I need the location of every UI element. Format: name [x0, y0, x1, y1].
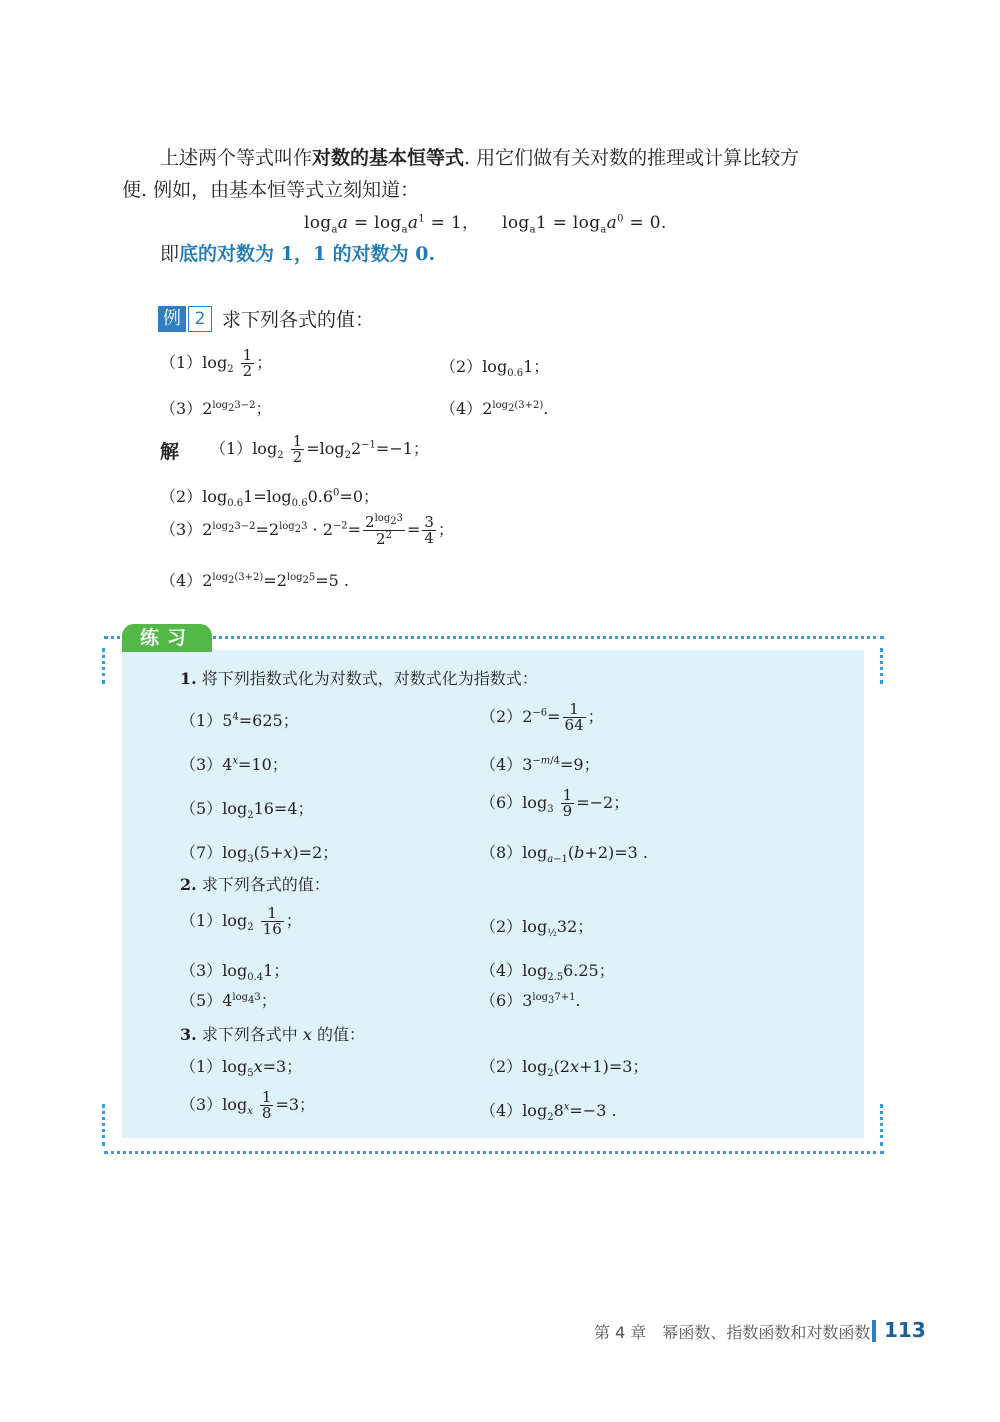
- variable-x: x: [302, 1025, 312, 1044]
- item-number: （1）: [160, 353, 203, 372]
- identity-formula: $\log_aa = \log_aa^1 = 1$， $\log_a1 = \log_aa^0 = 0$.: [304, 213, 667, 236]
- intro-line-1: [160, 142, 799, 174]
- question-number: 2.: [180, 875, 197, 894]
- item-number: （1）: [210, 439, 253, 458]
- item-number: （4）: [440, 399, 483, 418]
- item-number: （5）: [180, 991, 223, 1010]
- item-number: （3）: [160, 520, 203, 539]
- q2-item-5: $(5)4^{log_43}$；: [180, 991, 277, 1010]
- q1-item-7: $(7)\log_3(5+x)=2$；: [180, 843, 339, 866]
- q2-item-3: $(3)\log_{0.4}1$；: [180, 961, 290, 984]
- q3-item-3: $(3)\log_x$ $\frac{1}{8}$ =3；: [180, 1088, 316, 1122]
- q1-item-8: $(8)\log_{a-1}(b+2)=3$ .: [480, 843, 648, 866]
- fraction: $\frac{1}{2}$: [292, 432, 303, 466]
- item-number: （4）: [160, 571, 203, 590]
- item-number: （2）: [480, 917, 523, 936]
- item-number: （6）: [480, 991, 523, 1010]
- item-number: （3）: [180, 961, 223, 980]
- example-item-1: $(1)\log_2$ $\frac{1}{2}$ ；: [160, 346, 273, 380]
- example-item-4: $(4)2^{log_2(3+2)}$.: [440, 399, 549, 418]
- intro-conclusion: [160, 238, 435, 270]
- practice-tab: 练习: [122, 624, 212, 652]
- frame-left-bottom: [102, 1104, 105, 1146]
- q1-item-5: $(5)\log_216=4$；: [180, 799, 314, 822]
- item-number: （2）: [160, 487, 203, 506]
- fraction: $\frac{1}{16}$: [262, 904, 282, 938]
- q2-item-4: $(4)\log_{2.5}6.25$；: [480, 961, 615, 984]
- question-text: 求下列各式的值：: [201, 875, 330, 894]
- fraction: $\frac{1}{64}$: [564, 700, 584, 734]
- q1-item-3: $(3)4^x=10$；: [180, 755, 288, 774]
- item-number: （1）: [180, 911, 223, 930]
- solution-4: $(4)2^{log_2(3+2)}=2^{log_25}=5$ .: [160, 571, 350, 590]
- example-badge-number: 2: [188, 306, 212, 332]
- item-number: （8）: [480, 843, 523, 862]
- practice-q2: [180, 872, 330, 895]
- q2-item-1: $(1)\log_2$ $\frac{1}{16}$ ；: [180, 904, 302, 938]
- q3-item-2: $(2)\log_2(2x+1)=3$；: [480, 1057, 649, 1080]
- question-number: 3.: [180, 1025, 197, 1044]
- conclusion-prefix: 即: [160, 243, 180, 265]
- fraction: $\frac{1}{2}$: [242, 346, 253, 380]
- item-number: （5）: [180, 799, 223, 818]
- item-number: （3）: [180, 755, 223, 774]
- example-item-2: $(2)\log_{0.6}1$；: [440, 357, 550, 380]
- item-number: （2）: [480, 707, 523, 726]
- chapter-footer: 第 4 章 幂函数、指数函数和对数函数: [594, 1323, 871, 1342]
- item-number: （3）: [160, 399, 203, 418]
- fraction: $\frac{2^{log_23}}{2^2}$: [365, 513, 403, 548]
- q3-item-4: $(4)\log_28^x=-3$ .: [480, 1101, 617, 1124]
- page-number: 113: [884, 1318, 926, 1342]
- item-number: （4）: [480, 755, 523, 774]
- q1-item-6: $(6)\log_3$ $\frac{1}{9}$ =−2；: [480, 786, 630, 820]
- solution-label: 解: [160, 441, 180, 463]
- question-text: 求下列各式中: [201, 1025, 298, 1044]
- footer-divider: [872, 1320, 876, 1342]
- practice-q1: [180, 666, 538, 689]
- example-badge-label: 例: [158, 306, 186, 332]
- item-number: （4）: [480, 1101, 523, 1120]
- term-basic-identity: 对数的基本恒等式: [312, 147, 465, 169]
- fraction: $\frac{3}{4}$: [424, 513, 434, 547]
- fraction: $\frac{1}{9}$: [562, 786, 573, 820]
- q1-item-2: $(2)2^{-6}=$ $\frac{1}{64}$ ；: [480, 700, 604, 734]
- frame-left-top: [102, 648, 105, 684]
- item-number: （1）: [180, 711, 223, 730]
- item-number: （6）: [480, 793, 523, 812]
- item-number: （4）: [480, 961, 523, 980]
- conclusion-highlight: 底的对数为 1，1 的对数为 0.: [179, 243, 436, 265]
- solution-3: $(3)2^{log_23-2}=2^{log_23} \cdot 2^{-2}=$ $\frac{2^{log_23}}{2^2}$ = $\frac{3}{4}$ ；: [160, 513, 454, 548]
- example-item-3: $(3)2^{log_23-2}$；: [160, 399, 272, 418]
- q1-item-1: $(1)5^4=625$；: [180, 711, 299, 730]
- question-number: 1.: [180, 669, 197, 688]
- question-text: 将下列指数式化为对数式，对数式化为指数式：: [201, 669, 538, 688]
- q3-item-1: $(1)\log_5x=3$；: [180, 1057, 303, 1080]
- item-number: （7）: [180, 843, 223, 862]
- q2-item-2: $(2)\log_{\frac{1}{2}}32$；: [480, 917, 594, 940]
- item-number: （2）: [440, 357, 483, 376]
- practice-q3: [180, 1022, 365, 1045]
- question-text-cont: 的值：: [317, 1025, 366, 1044]
- intro-text: 上述两个等式叫作: [160, 147, 313, 169]
- solution-2: $(2)\log_{0.6}1=\log_{0.6}0.6^0=0$；: [160, 487, 379, 510]
- item-number: （2）: [480, 1057, 523, 1076]
- item-number: （3）: [180, 1095, 223, 1114]
- frame-right-bottom: [880, 1104, 883, 1146]
- fraction: $\frac{1}{8}$: [261, 1088, 272, 1122]
- example-title: 求下列各式的值：: [222, 309, 375, 331]
- intro-text-cont: . 用它们做有关对数的推理或计算比较方: [464, 147, 800, 169]
- item-number: （1）: [180, 1057, 223, 1076]
- q2-item-6: $(6)3^{log_37+1}$.: [480, 991, 581, 1010]
- q1-item-4: $(4)3^{-m/4}=9$；: [480, 755, 600, 774]
- solution-1: $(1)\log_2$ $\frac{1}{2}$ $=\log_22^{-1}=-1$；: [210, 432, 429, 466]
- frame-right-top: [880, 648, 883, 684]
- intro-line-2: 便. 例如，由基本恒等式立刻知道：: [122, 179, 420, 201]
